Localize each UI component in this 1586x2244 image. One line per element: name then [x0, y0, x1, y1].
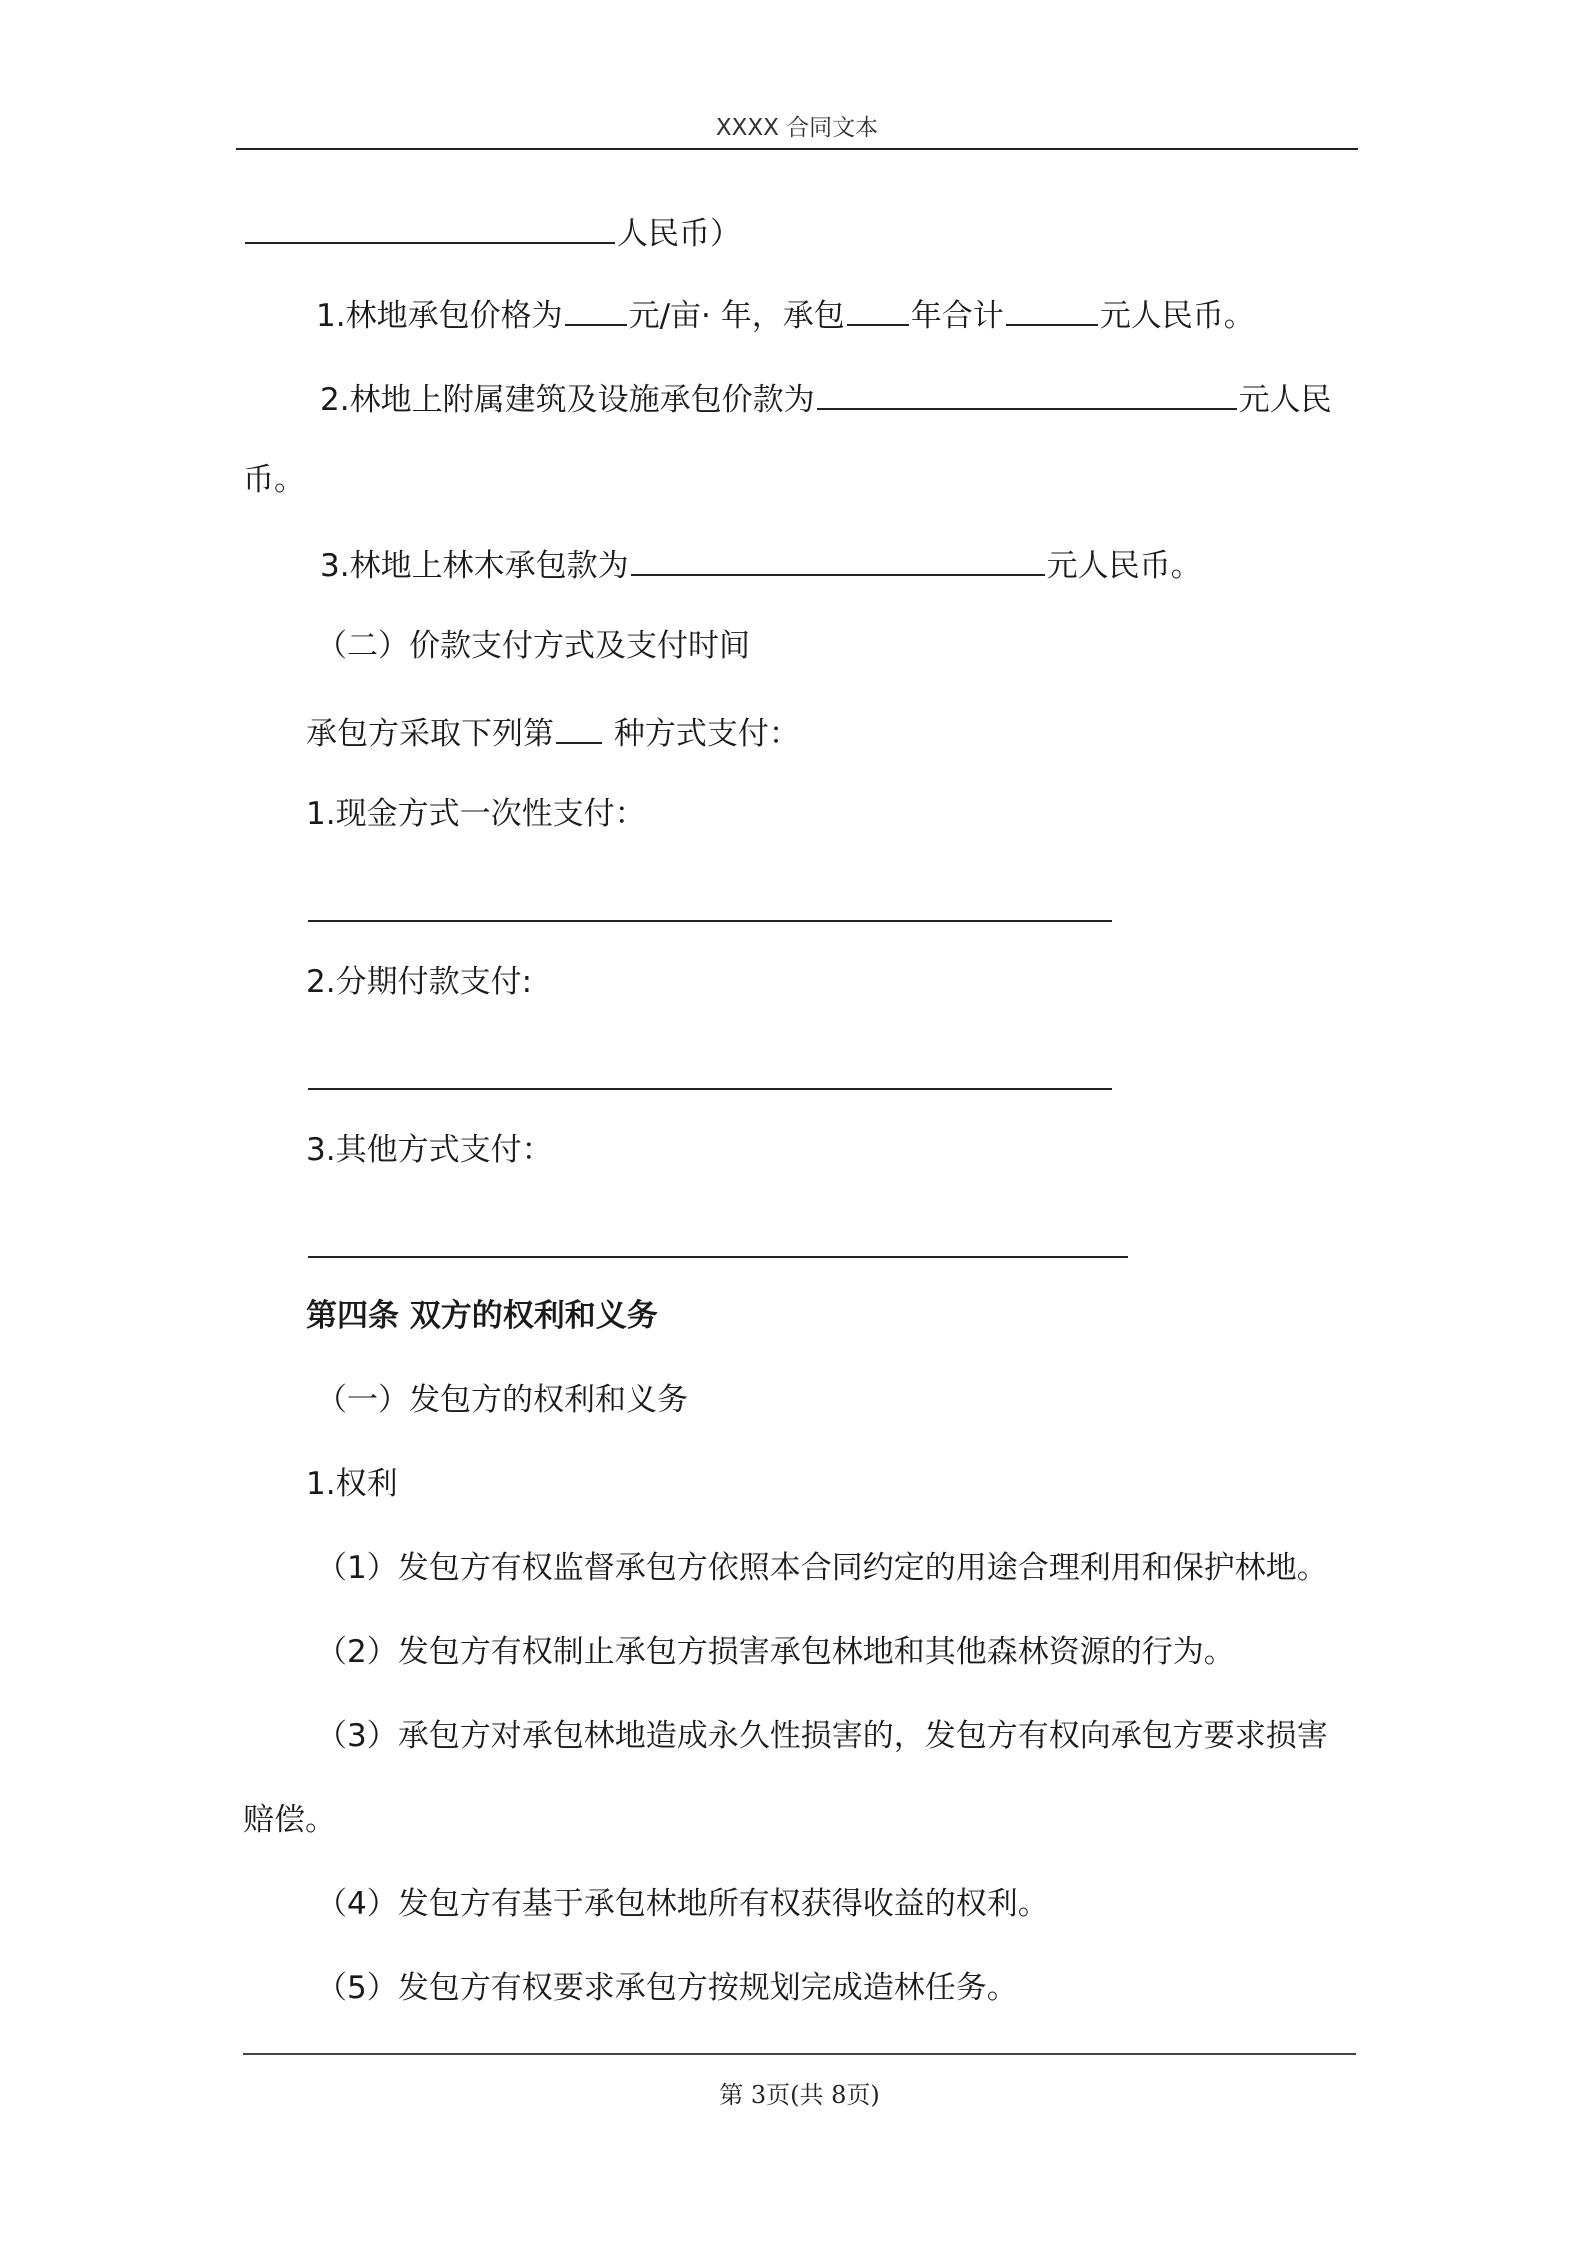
line-text: （5）发包方有权要求承包方按规划完成造林任务。: [316, 1970, 1018, 2006]
line-text: 2.分期付款支付:: [306, 964, 533, 1000]
answer-rule: [308, 1256, 1128, 1258]
blank-field: [847, 290, 909, 326]
line-currency-tail: [243, 208, 741, 256]
line-text: 人民币）: [617, 216, 741, 252]
option-other: [306, 1128, 553, 1172]
page-number: 第 3页(共 8页): [719, 2081, 880, 2109]
line-text: （4）发包方有基于承包林地所有权获得收益的权利。: [316, 1886, 1049, 1922]
line-text: 元人民币。: [1046, 548, 1202, 584]
line-text: 承包方采取下列第: [306, 716, 554, 752]
page-footer: [243, 2053, 1356, 2110]
blank-field: [556, 708, 602, 744]
clause-1: [316, 1546, 1328, 1590]
line-text: 元人民币。: [1099, 298, 1255, 334]
option-cash: [306, 792, 646, 836]
clause-2: [316, 1630, 1235, 1674]
section-payment-method: [316, 624, 750, 668]
blank-field: [565, 290, 627, 326]
line-text: 种方式支付：: [613, 716, 800, 752]
line-facility-price: [320, 374, 1332, 422]
option-installment: [306, 960, 532, 1004]
line-forest-price: [316, 290, 1255, 338]
clause-3: [316, 1714, 1328, 1758]
line-text: 3.林地上林木承包款为: [320, 548, 629, 584]
line-text: （二）价款支付方式及支付时间: [316, 628, 750, 664]
line-text: 3.其他方式支付：: [306, 1132, 553, 1168]
line-payment-choice: [306, 708, 800, 756]
answer-rule: [308, 920, 1112, 922]
clause-5: [316, 1966, 1018, 2010]
section-contractor-rights: [316, 1378, 688, 1422]
blank-field: [631, 540, 1045, 576]
line-text: 元/亩· 年，承包: [628, 298, 845, 334]
line-text: 1.权利: [306, 1466, 398, 1502]
blank-field: [245, 208, 615, 244]
line-text: 1.现金方式一次性支付：: [306, 796, 646, 832]
line-text: 1.林地承包价格为: [316, 298, 563, 334]
line-text: 元人民: [1238, 382, 1332, 418]
line-text: 赔偿。: [243, 1802, 336, 1838]
line-text: 2.林地上附属建筑及设施承包价款为: [320, 382, 815, 418]
answer-rule: [308, 1088, 1112, 1090]
line-text: 第四条 双方的权利和义务: [306, 1298, 658, 1334]
clause-3-wrap: [243, 1798, 336, 1842]
page-header: [236, 108, 1358, 150]
line-text: 年合计: [910, 298, 1004, 334]
header-title: XXXX 合同文本: [715, 115, 879, 141]
line-text: （2）发包方有权制止承包方损害承包林地和其他森林资源的行为。: [316, 1634, 1235, 1670]
line-currency-wrap: [243, 458, 305, 502]
line-tree-price: [320, 540, 1202, 588]
blank-field: [817, 374, 1237, 410]
line-text: （一）发包方的权利和义务: [316, 1382, 688, 1418]
blank-field: [1006, 290, 1098, 326]
line-text: 币。: [243, 462, 305, 498]
clause-4: [316, 1882, 1049, 1926]
subsection-rights: [306, 1462, 398, 1506]
line-text: （3）承包方对承包林地造成永久性损害的，发包方有权向承包方要求损害: [316, 1718, 1328, 1754]
article-four-heading: [306, 1294, 658, 1338]
line-text: （1）发包方有权监督承包方依照本合同约定的用途合理利用和保护林地。: [316, 1550, 1328, 1586]
